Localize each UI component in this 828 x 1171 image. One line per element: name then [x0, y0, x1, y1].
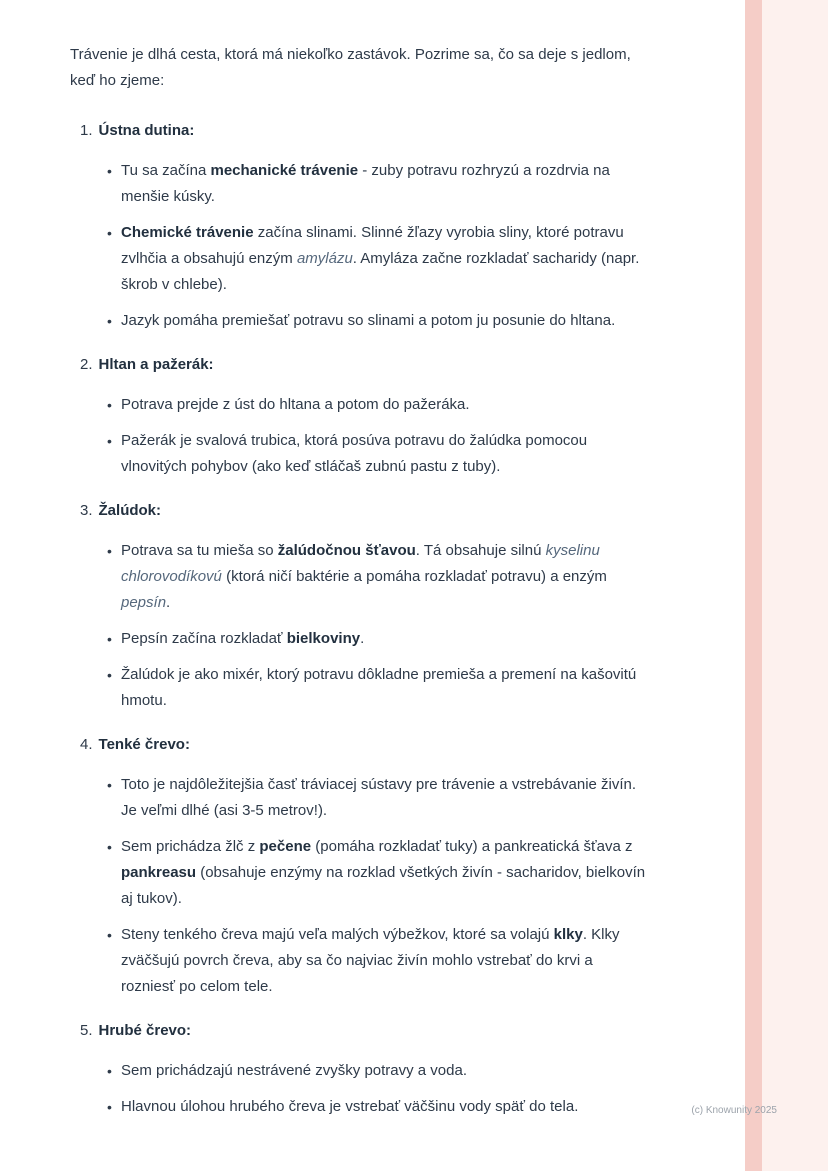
text-segment: pečene: [259, 838, 312, 855]
bullet-text: [121, 1058, 648, 1084]
text-segment: (pomáha rozkladať tuky) a pankreatická šťava z: [311, 838, 633, 855]
text-segment: Potrava prejde z úst do hltana a potom do pažeráka.: [121, 396, 470, 413]
copyright-text: (c) Knowunity 2025: [691, 1105, 777, 1116]
section: [70, 352, 648, 480]
bullet-icon: •: [107, 777, 112, 793]
bullet-text: [121, 626, 648, 652]
text-segment: . Amyláza začne rozkladať sacharidy (napr. škrob v chlebe).: [121, 250, 640, 293]
text-segment: Toto je najdôležitejšia časť tráviacej sústavy pre trávenie a vstrebávanie živín. Je veľmi dlhé (asi 3-5 metrov!).: [121, 776, 637, 819]
text-segment: (obsahuje enzýmy na rozklad všetkých živín - sacharidov, bielkovín aj tukov).: [121, 864, 646, 907]
text-segment: klky: [553, 926, 583, 943]
text-segment: - zuby potravu rozhryzú a rozdrvia na menšie kúsky.: [121, 162, 610, 205]
text-segment: Jazyk pomáha premiešať potravu so slinami a potom ju posunie do hltana.: [121, 312, 616, 329]
bullet-text: [121, 428, 648, 480]
text-segment: amylázu: [296, 250, 353, 267]
bullet-text: [121, 392, 648, 418]
text-segment: Pepsín začína rozkladať: [121, 630, 287, 647]
bullet-list: [80, 772, 648, 1000]
section-number: 4.: [80, 736, 93, 753]
section-title: Žalúdok:: [98, 502, 162, 519]
bullet-item: [107, 538, 648, 616]
bullet-text: [121, 308, 648, 334]
bullet-text: [121, 1094, 648, 1120]
text-segment: .: [360, 630, 365, 647]
text-segment: Pažerák je svalová trubica, ktorá posúva potravu do žalúdka pomocou vlnovitých pohybov (ako keď stláčaš zubnú pastu z tuby).: [121, 432, 588, 475]
bullet-text: [121, 834, 648, 912]
text-segment: (ktorá ničí baktérie a pomáha rozkladať potravu) a enzým: [221, 568, 607, 585]
bullet-icon: •: [107, 163, 112, 179]
text-segment: Sem prichádzajú nestrávené zvyšky potravy a voda.: [121, 1062, 468, 1079]
text-segment: Chemické trávenie: [121, 224, 254, 241]
bullet-item: [107, 662, 648, 714]
bullet-text: [121, 662, 648, 714]
section-title: Hrubé črevo:: [98, 1022, 192, 1039]
section: [70, 1018, 648, 1120]
bullet-item: [107, 308, 648, 334]
section-number: 3.: [80, 502, 93, 519]
text-segment: začína slinami. Slinné žľazy vyrobia sliny, ktoré potravu zvlhčia a obsahujú enzým: [121, 224, 624, 267]
text-segment: kyselinu chlorovodíkovú: [121, 542, 600, 585]
section-heading: [80, 1018, 648, 1044]
bullet-item: [107, 220, 648, 298]
text-segment: Žalúdok je ako mixér, ktorý potravu dôkladne premieša a premení na kašovitú hmotu.: [121, 666, 637, 709]
text-segment: . Klky zväčšujú povrch čreva, aby sa čo najviac živín mohlo vstrebať do krvi a rozniesť po celom tele.: [121, 926, 620, 995]
page-right-margin: [762, 0, 828, 1171]
bullet-item: [107, 392, 648, 418]
text-segment: Hlavnou úlohou hrubého čreva je vstrebať väčšinu vody späť do tela.: [121, 1098, 579, 1115]
text-segment: Steny tenkého čreva majú veľa malých výbežkov, ktoré sa volajú: [121, 926, 554, 943]
bullet-item: [107, 772, 648, 824]
bullet-item: [107, 922, 648, 1000]
section: [70, 732, 648, 1000]
section-title: Ústna dutina:: [98, 122, 195, 139]
section-number: 5.: [80, 1022, 93, 1039]
bullet-item: [107, 626, 648, 652]
accent-stripe: [745, 0, 762, 1171]
text-segment: Tu sa začína: [121, 162, 211, 179]
bullet-list: [80, 392, 648, 480]
bullet-item: [107, 158, 648, 210]
bullet-text: [121, 158, 648, 210]
bullet-icon: •: [107, 1063, 112, 1079]
bullet-list: [80, 1058, 648, 1120]
bullet-item: [107, 428, 648, 480]
text-segment: žalúdočnou šťavou: [277, 542, 416, 559]
sections: [70, 118, 648, 1120]
text-segment: bielkoviny: [286, 630, 361, 647]
bullet-icon: •: [107, 839, 112, 855]
text-segment: mechanické trávenie: [210, 162, 359, 179]
section: [70, 118, 648, 334]
bullet-icon: •: [107, 543, 112, 559]
bullet-text: [121, 922, 648, 1000]
bullet-icon: •: [107, 927, 112, 943]
section-title: Hltan a pažerák:: [98, 356, 214, 373]
bullet-item: [107, 834, 648, 912]
section-heading: [80, 352, 648, 378]
section-title: Tenké črevo:: [98, 736, 190, 753]
text-segment: .: [166, 594, 171, 611]
text-segment: pepsín: [121, 594, 167, 611]
text-segment: Sem prichádza žlč z: [121, 838, 260, 855]
bullet-list: [80, 538, 648, 714]
bullet-text: [121, 772, 648, 824]
bullet-icon: •: [107, 1099, 112, 1115]
section-number: 1.: [80, 122, 93, 139]
bullet-icon: •: [107, 225, 112, 241]
section-heading: [80, 732, 648, 758]
bullet-icon: •: [107, 667, 112, 683]
section-number: 2.: [80, 356, 93, 373]
text-segment: pankreasu: [121, 864, 197, 881]
bullet-text: [121, 538, 648, 616]
text-segment: Potrava sa tu mieša so: [121, 542, 278, 559]
bullet-item: [107, 1094, 648, 1120]
intro-paragraph: Trávenie je dlhá cesta, ktorá má niekoľko zastávok. Pozrime sa, čo sa deje s jedlom, keď ho zjeme:: [70, 46, 631, 89]
bullet-icon: •: [107, 631, 112, 647]
section: [70, 498, 648, 714]
section-heading: [80, 498, 648, 524]
text-segment: . Tá obsahuje silnú: [415, 542, 546, 559]
bullet-item: [107, 1058, 648, 1084]
bullet-list: [80, 158, 648, 334]
bullet-icon: •: [107, 397, 112, 413]
bullet-icon: •: [107, 433, 112, 449]
bullet-text: [121, 220, 648, 298]
bullet-icon: •: [107, 313, 112, 329]
section-heading: [80, 118, 648, 144]
document-content: [70, 42, 648, 1130]
